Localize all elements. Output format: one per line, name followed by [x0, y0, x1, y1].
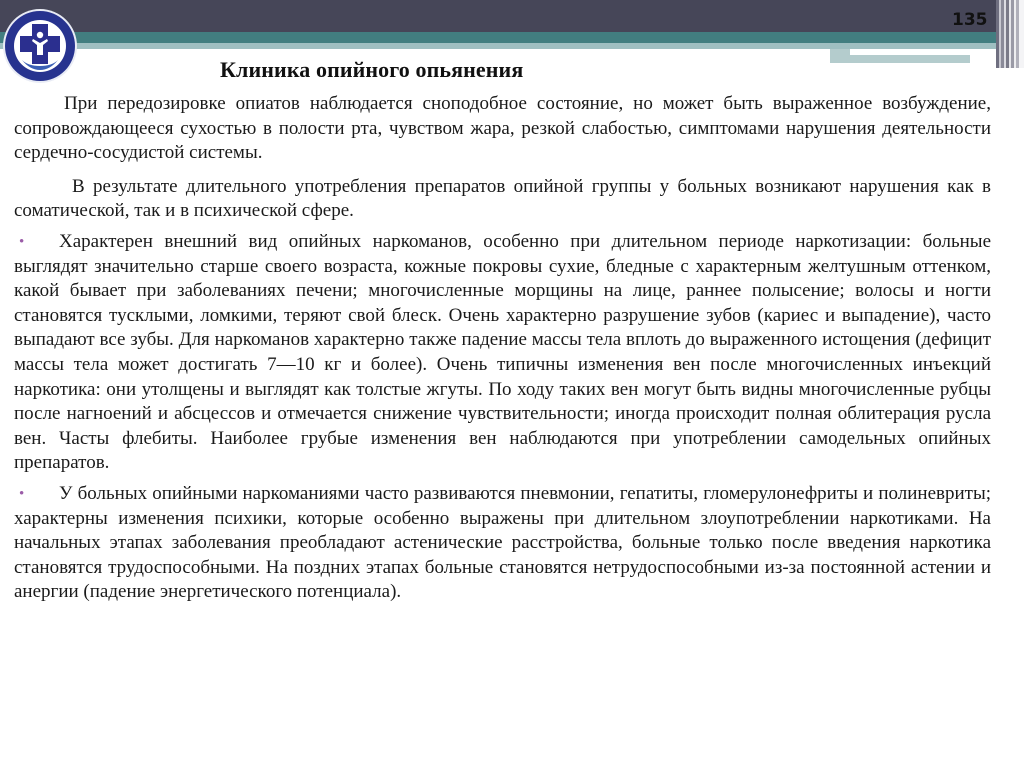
bullet-text-complications: У больных опийными наркоманиями часто развиваются пневмонии, гепатиты, гломерулонефриты и полиневриты; характерны изменения психики, которые особенно выражены при длительном злоупотреблении наркотиками. На начальных этапах заболевания преобладают астенические расстройства, больные только после введения наркотика становятся трудоспособными. На поздних этапах больные становятся нетрудоспособными из-за постоянной астении и анергии (падение энергетического потенциала).: [14, 482, 991, 603]
header-accent-bar: [830, 49, 970, 63]
clinic-logo-icon: [2, 8, 78, 84]
bullet-item: [14, 230, 991, 476]
page-number: 135: [952, 10, 988, 30]
bullet-dot-icon: •: [19, 233, 25, 250]
decorative-stripes: [996, 0, 1024, 68]
bullet-text-appearance: Характерен внешний вид опийных наркоманов, особенно при длительном периоде наркотизации: больные выглядят значительно старше своего возраста, кожные покровы сухие, бледные с характерным желтушным оттенком, какой бывает при заболеваниях печени; многочисленные морщины на лице, раннее полысение; волосы и ногти становятся тусклыми, ломкими, теряют свой блеск. Очень характерно разрушение зубов (кариес и выпадение), часто выпадают все зубы. Для наркоманов характерно также падение массы тела вплоть до выраженного истощения (дефицит массы тела может достигать 7—10 кг и более). Очень типичны изменения вен после многочисленных инъекций наркотика: они утолщены и выглядят как толстые жгуты. По ходу таких вен могут быть видны многочисленные рубцы после нагноений и абсцессов и отмечается снижение чувствительности; иногда происходит полная облитерация русла вен. Часты флебиты. Наиболее грубые изменения вен наблюдаются при употреблении самодельных опийных препаратов.: [14, 230, 991, 474]
bullet-item: [14, 482, 991, 605]
paragraph-long-term-use: В результате длительного употребления препаратов опийной группы у больных возникают нарушения как в соматической, так и в психической сфере.: [14, 175, 991, 222]
slide-title: Клиника опийного опьянения: [220, 57, 524, 82]
bullet-dot-icon: •: [19, 485, 25, 502]
paragraph-overdose: При передозировке опиатов наблюдается сноподобное состояние, но может быть выраженное возбуждение, сопровождающееся сухостью в полости рта, чувством жара, резкой слабостью, симптомами нарушения деятельности сердечно-сосудистой системы.: [14, 93, 991, 164]
header-band-dark: [0, 0, 1024, 32]
slide-body: [14, 92, 991, 611]
header-accent-line: [850, 49, 970, 55]
header-band-teal: [0, 32, 1024, 43]
